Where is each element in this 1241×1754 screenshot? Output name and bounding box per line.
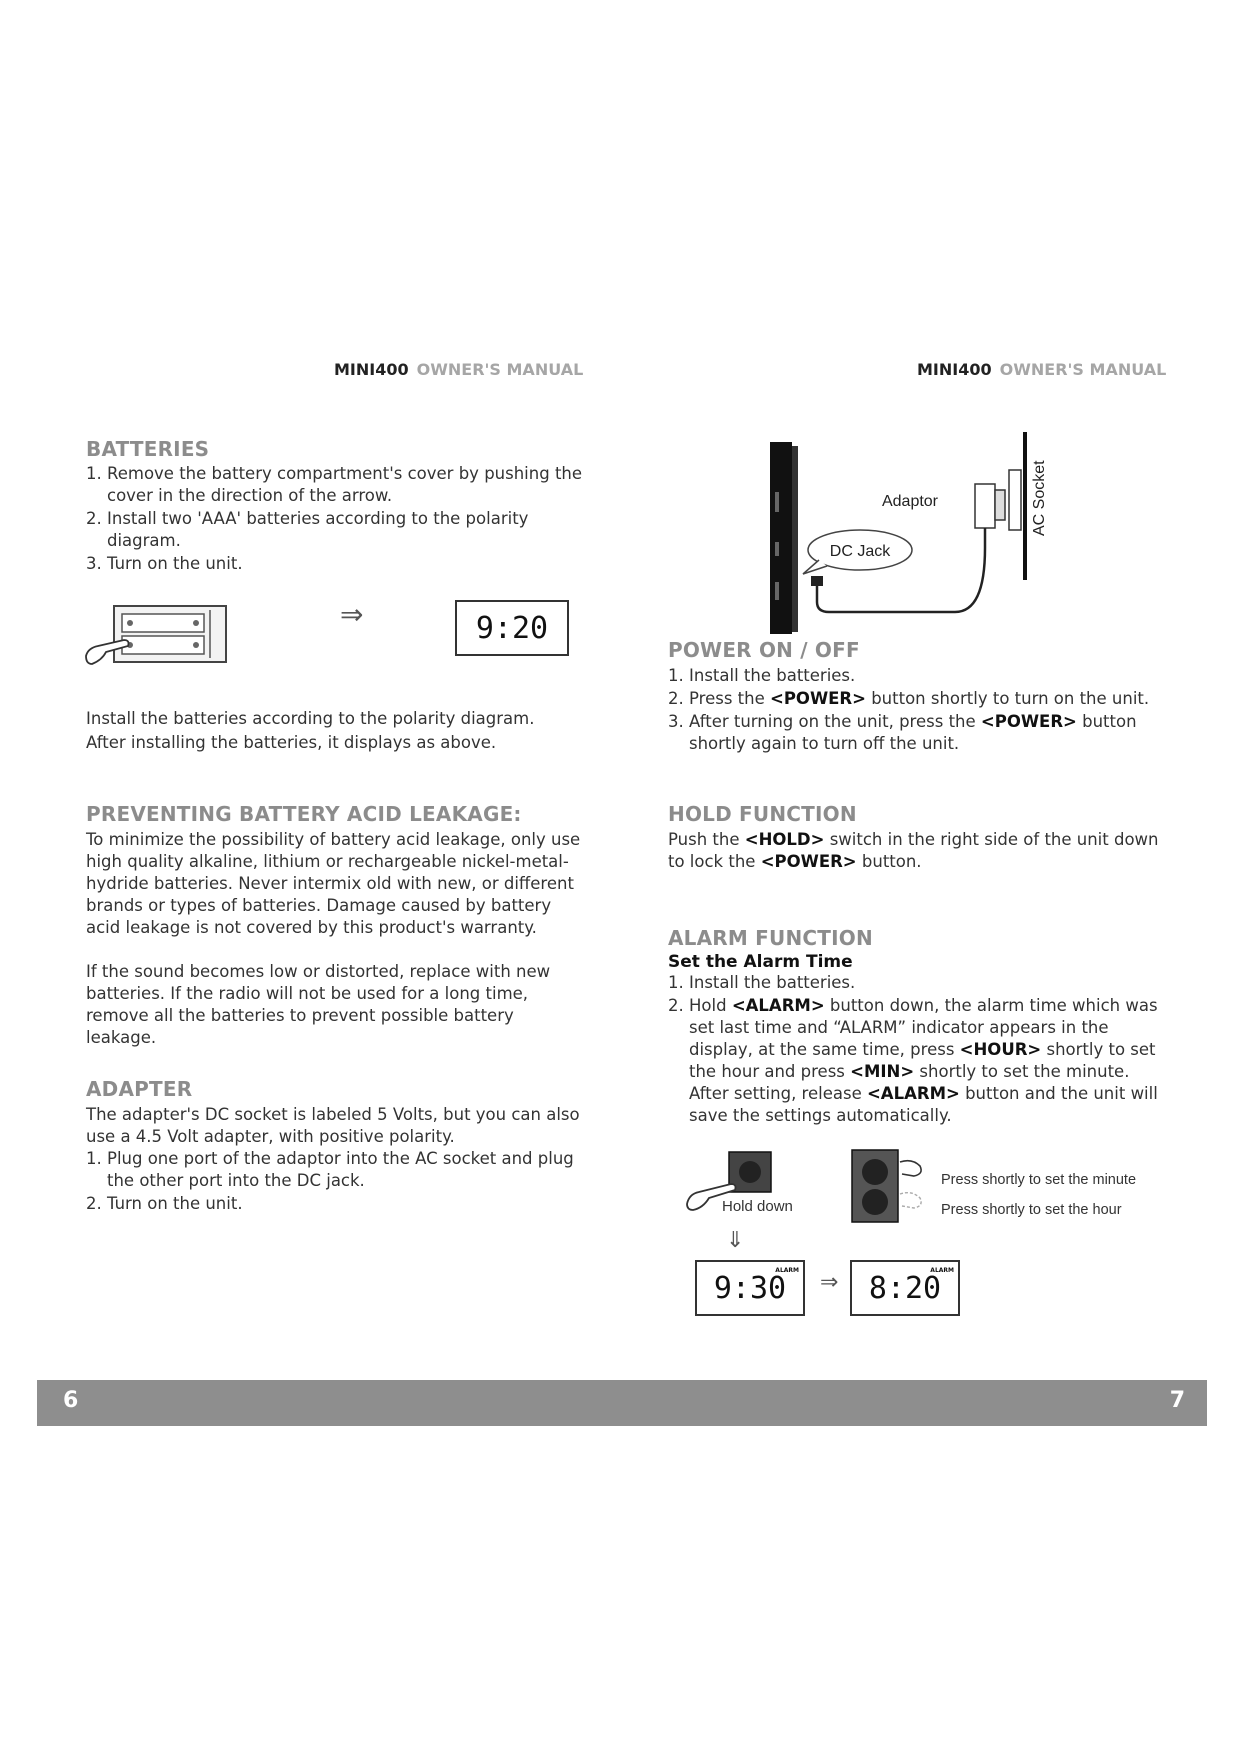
dc-jack-label: DC Jack <box>829 543 891 560</box>
right-arrow-icon: ⇒ <box>340 598 364 631</box>
right-page-header <box>917 360 1166 379</box>
left-page-header <box>334 360 583 379</box>
section-heading: ALARM FUNCTION <box>668 926 873 950</box>
header-model: MINI400 <box>334 360 409 379</box>
section-heading: HOLD FUNCTION <box>668 802 857 826</box>
adapter-intro: The adapter's DC socket is labeled 5 Volts, but you can also use a 4.5 Volt adapter, with positive polarity. <box>86 1105 580 1146</box>
list-item: 3. Turn on the unit. <box>86 554 243 573</box>
page-footer-bar <box>37 1380 1207 1426</box>
section-heading: ADAPTER <box>86 1077 193 1101</box>
alarm-steps <box>668 972 1168 1127</box>
lcd-display <box>455 600 569 656</box>
note-line: Install the batteries according to the polarity diagram. <box>86 709 535 728</box>
batteries-steps <box>86 463 586 575</box>
page-number-right: 7 <box>1169 1388 1185 1413</box>
list-item: 1. Plug one port of the adaptor into the AC socket and plug the other port into the DC jack. <box>86 1149 574 1190</box>
alarm-indicator: ALARM <box>930 1267 954 1274</box>
list-item: 2. Install two 'AAA' batteries according to the polarity diagram. <box>86 509 529 550</box>
adaptor-connection-diagram <box>755 432 1075 638</box>
press-minute-label: Press shortly to set the minute <box>941 1172 1137 1188</box>
list-item: 2. Press the <POWER> button shortly to turn on the unit. <box>668 689 1150 708</box>
alarm-section <box>668 926 1168 1128</box>
page-number-left: 6 <box>63 1388 79 1413</box>
leakage-section <box>86 802 586 1049</box>
header-title: OWNER'S MANUAL <box>999 360 1167 379</box>
section-heading: PREVENTING BATTERY ACID LEAKAGE: <box>86 802 522 826</box>
battery-compartment-illustration <box>84 600 234 668</box>
hold-down-label: Hold down <box>722 1198 793 1215</box>
power-section <box>668 638 1168 756</box>
adapter-section <box>86 1077 586 1216</box>
leakage-paragraph: If the sound becomes low or distorted, replace with new batteries. If the radio will not be used for a long time, remove all the batteries to prevent possible battery leakage. <box>86 962 551 1047</box>
adaptor-label: Adaptor <box>881 493 939 510</box>
list-item: 3. After turning on the unit, press the <POWER> button shortly again to turn off the unit. <box>668 712 1137 753</box>
hold-paragraph: Push the <HOLD> switch in the right side of the unit down to lock the <POWER> button. <box>668 830 1159 871</box>
header-title: OWNER'S MANUAL <box>416 360 584 379</box>
ac-socket-label: AC Socket <box>1031 460 1048 536</box>
hour-minute-buttons-illustration <box>850 1148 950 1226</box>
list-item: 2. Hold <ALARM> button down, the alarm time which was set last time and “ALARM” indicator appears in the display, at the same time, press <HOUR> shortly to set the hour and press <MIN> shortly to set the minute. After setting, release <ALARM> button and the unit will save the settings automatically. <box>668 996 1158 1125</box>
right-arrow-icon: ⇒ <box>820 1270 839 1295</box>
batteries-note <box>86 708 586 754</box>
header-model: MINI400 <box>917 360 992 379</box>
press-hour-label: Press shortly to set the hour <box>941 1202 1122 1218</box>
adapter-steps <box>86 1148 586 1215</box>
list-item: 1. Install the batteries. <box>668 666 856 685</box>
batteries-section <box>86 437 586 576</box>
leakage-paragraph: To minimize the possibility of battery acid leakage, only use high quality alkaline, lithium or rechargeable nickel-metal-hydride batteries. Never intermix old with new, or different brands or types of batteries. Damage caused by battery acid leakage is not covered by this product's warranty. <box>86 830 581 937</box>
hold-section <box>668 802 1168 873</box>
section-heading: BATTERIES <box>86 437 210 461</box>
alarm-subheading: Set the Alarm Time <box>668 952 853 972</box>
display-time: 9:30 <box>713 1270 787 1306</box>
alarm-indicator: ALARM <box>775 1267 799 1274</box>
lcd-display-alarm-after <box>850 1260 960 1316</box>
display-time: 9:20 <box>475 610 549 646</box>
note-line: After installing the batteries, it displays as above. <box>86 733 497 752</box>
list-item: 2. Turn on the unit. <box>86 1194 243 1213</box>
power-steps <box>668 665 1168 755</box>
list-item: 1. Install the batteries. <box>668 973 856 992</box>
section-heading: POWER ON / OFF <box>668 638 860 662</box>
display-time: 8:20 <box>868 1270 942 1306</box>
lcd-display-alarm-before <box>695 1260 805 1316</box>
list-item: 1. Remove the battery compartment's cover by pushing the cover in the direction of the arrow. <box>86 464 583 505</box>
down-arrow-icon: ⇓ <box>726 1228 745 1253</box>
